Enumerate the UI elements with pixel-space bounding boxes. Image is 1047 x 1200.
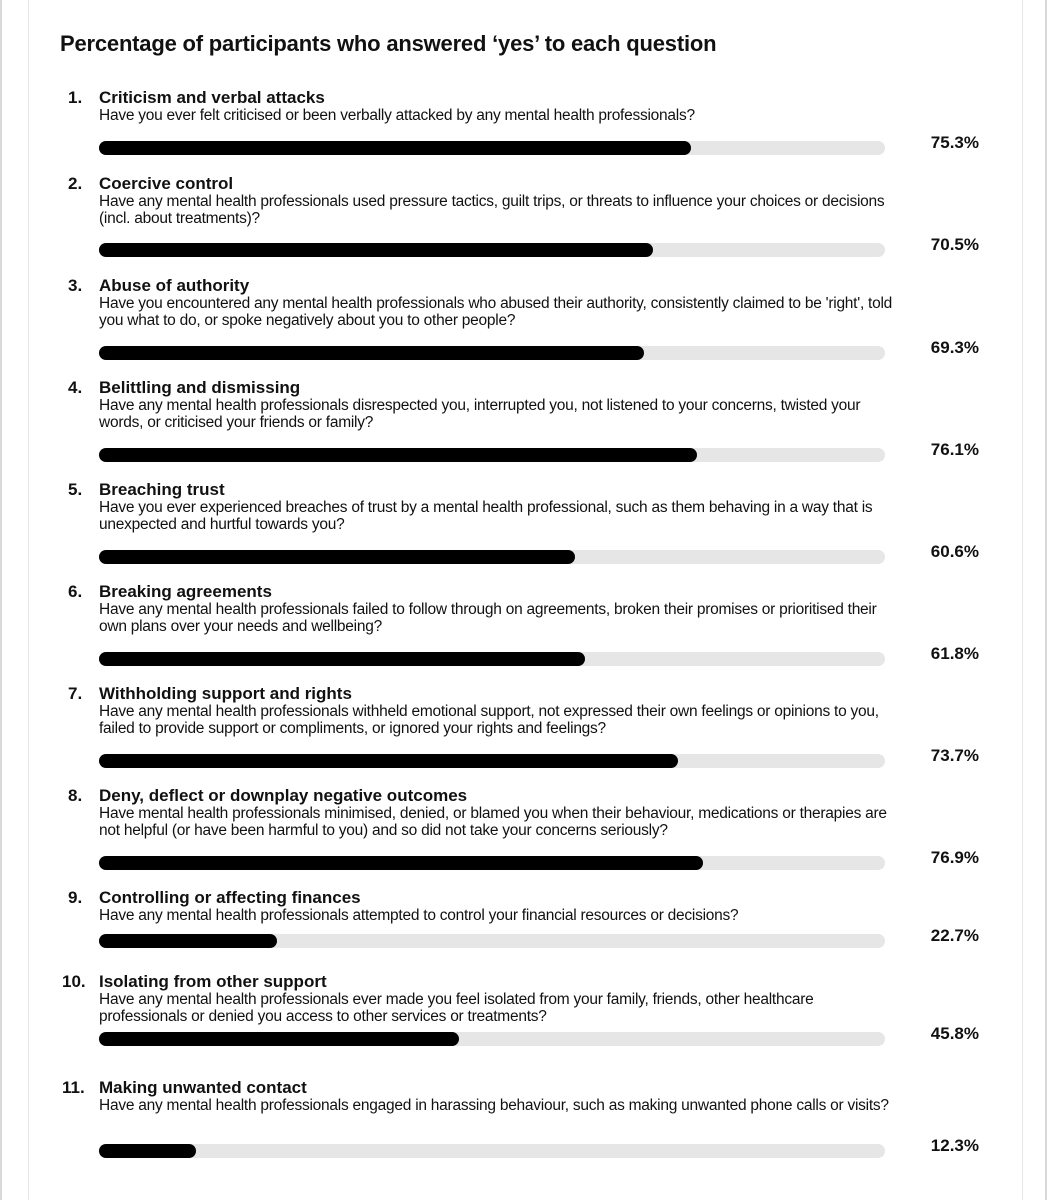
bar-track	[99, 754, 885, 768]
item-number: 4.	[68, 378, 83, 397]
bar-track	[99, 346, 885, 360]
item-heading: Isolating from other support	[99, 972, 327, 991]
item-question: Have mental health professionals minimised, denied, or blamed you when their behaviour, medications or therapies are not helpful (or have been harmful to you) and so did not take your concerns seriously?	[99, 805, 887, 839]
bar-fill	[99, 652, 585, 666]
item-heading: Criticism and verbal attacks	[99, 88, 325, 107]
item-number: 1.	[68, 88, 83, 107]
value-label: 76.1%	[930, 440, 979, 459]
item-question: Have you encountered any mental health professionals who abused their authority, consistently claimed to be 'right', told you what to do, or spoke negatively about you to other people?	[99, 295, 893, 329]
item-question: Have any mental health professionals attempted to control your financial resources or decisions?	[99, 907, 739, 924]
item-heading: Breaking agreements	[99, 582, 272, 601]
item-question: Have any mental health professionals failed to follow through on agreements, broken their promises or prioritised their own plans over your needs and wellbeing?	[99, 601, 877, 635]
item-heading: Coercive control	[99, 174, 234, 193]
bar-track	[99, 652, 885, 666]
item-number: 5.	[68, 480, 83, 499]
value-label: 76.9%	[930, 848, 979, 867]
item-number: 10.	[62, 972, 86, 991]
bar-fill	[99, 934, 277, 948]
item-heading: Breaching trust	[99, 480, 225, 499]
item-number: 3.	[68, 276, 83, 295]
bar-track	[99, 934, 885, 948]
value-label: 60.6%	[930, 542, 979, 561]
value-label: 61.8%	[930, 644, 979, 663]
bar-fill	[99, 754, 678, 768]
item-number: 2.	[68, 174, 83, 193]
bar-fill	[99, 448, 697, 462]
bar-track	[99, 243, 885, 257]
item-question: Have any mental health professionals engaged in harassing behaviour, such as making unwanted phone calls or visits?	[99, 1097, 889, 1114]
item-heading: Abuse of authority	[99, 276, 250, 295]
bar-fill	[99, 243, 653, 257]
item-question: Have any mental health professionals withheld emotional support, not expressed their own feelings or opinions to you, failed to provide support or compliments, or ignored your rights and feelings?	[99, 703, 879, 737]
bar-fill	[99, 856, 703, 870]
item-question: Have you ever experienced breaches of trust by a mental health professional, such as them behaving in a way that is unexpected and hurtful towards you?	[99, 499, 873, 533]
bar-track	[99, 448, 885, 462]
bar-track	[99, 1032, 885, 1046]
bar-fill	[99, 1144, 196, 1158]
value-label: 69.3%	[930, 338, 979, 357]
item-number: 8.	[68, 786, 83, 805]
bar-track	[99, 550, 885, 564]
item-question: Have you ever felt criticised or been verbally attacked by any mental health professionals?	[99, 107, 695, 124]
value-label: 12.3%	[930, 1136, 979, 1155]
item-heading: Making unwanted contact	[99, 1078, 307, 1097]
value-label: 45.8%	[930, 1024, 979, 1043]
bar-track	[99, 141, 885, 155]
item-question: Have any mental health professionals used pressure tactics, guilt trips, or threats to influence your choices or decisions (incl. about treatments)?	[99, 193, 885, 227]
item-question: Have any mental health professionals disrespected you, interrupted you, not listened to your concerns, twisted your words, or criticised your friends or family?	[99, 397, 861, 431]
bar-fill	[99, 1032, 459, 1046]
bar-fill	[99, 346, 644, 360]
item-heading: Deny, deflect or downplay negative outcomes	[99, 786, 468, 805]
item-number: 9.	[68, 888, 83, 907]
item-number: 7.	[68, 684, 83, 703]
item-number: 11.	[62, 1078, 85, 1097]
item-heading: Controlling or affecting finances	[99, 888, 361, 907]
value-label: 70.5%	[930, 235, 979, 254]
value-label: 22.7%	[930, 926, 979, 945]
item-heading: Belittling and dismissing	[99, 378, 301, 397]
item-number: 6.	[68, 582, 83, 601]
value-label: 75.3%	[930, 133, 979, 152]
bar-fill	[99, 550, 575, 564]
value-label: 73.7%	[930, 746, 979, 765]
bar-track	[99, 1144, 885, 1158]
bar-fill	[99, 141, 691, 155]
bar-track	[99, 856, 885, 870]
item-heading: Withholding support and rights	[99, 684, 352, 703]
item-question: Have any mental health professionals ever made you feel isolated from your family, friends, other healthcare professionals or denied you access to other services or treatments?	[99, 991, 814, 1025]
chart-title: Percentage of participants who answered ‘yes’ to each question	[60, 31, 717, 56]
